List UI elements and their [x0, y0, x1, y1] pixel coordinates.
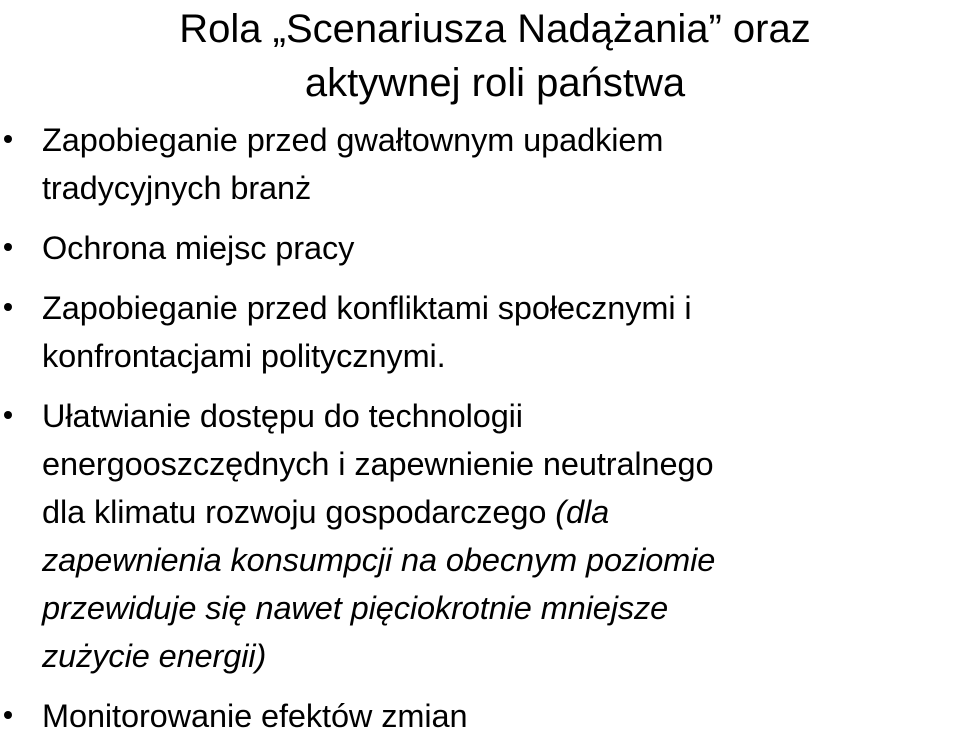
bullet-dot-icon	[4, 243, 12, 251]
bullet-item	[0, 284, 960, 380]
bullet-text: Ochrona miejsc pracy	[42, 230, 355, 266]
bullet-text: energooszczędnych i zapewnienie neutralnego	[42, 446, 714, 482]
bullet-item	[0, 116, 960, 212]
slide-title	[0, 2, 960, 110]
bullet-line	[42, 536, 960, 584]
bullet-line	[42, 488, 960, 536]
bullet-line	[42, 692, 960, 740]
bullet-text: Zapobieganie przed konfliktami społecznymi i	[42, 290, 692, 326]
bullet-line	[42, 632, 960, 680]
title-line-2: aktywnej roli państwa	[304, 61, 686, 105]
bullet-text: Ułatwianie dostępu do technologii	[42, 398, 523, 434]
bullet-dot-icon	[4, 711, 12, 719]
bullet-item	[0, 224, 960, 272]
title-line-1: Rola „Scenariusza Nadążania” oraz	[179, 7, 811, 51]
bullet-line	[42, 116, 960, 164]
bullet-text: tradycyjnych branż	[42, 170, 312, 206]
bullet-text-italic: przewiduje się nawet pięciokrotnie mniejsze	[42, 590, 669, 626]
bullet-line	[42, 392, 960, 440]
bullet-text-italic: (dla	[555, 494, 610, 530]
bullet-item	[0, 392, 960, 680]
bullet-text-italic: zużycie energii)	[42, 638, 267, 674]
bullet-text: Zapobieganie przed gwałtownym upadkiem	[42, 122, 664, 158]
bullet-line	[42, 332, 960, 380]
bullet-line	[42, 284, 960, 332]
bullet-text: dla klimatu rozwoju gospodarczego	[42, 494, 556, 530]
bullet-line	[42, 224, 960, 272]
bullet-dot-icon	[4, 411, 12, 419]
bullet-dot-icon	[4, 303, 12, 311]
bullet-item	[0, 692, 960, 740]
bullet-line	[42, 440, 960, 488]
bullet-text-italic: zapewnienia konsumpcji na obecnym poziomie	[42, 542, 716, 578]
bullet-line	[42, 584, 960, 632]
bullet-line	[42, 164, 960, 212]
bullet-list	[0, 116, 960, 740]
bullet-dot-icon	[4, 135, 12, 143]
bullet-text: Monitorowanie efektów zmian	[42, 698, 468, 734]
bullet-text: konfrontacjami politycznymi.	[42, 338, 446, 374]
